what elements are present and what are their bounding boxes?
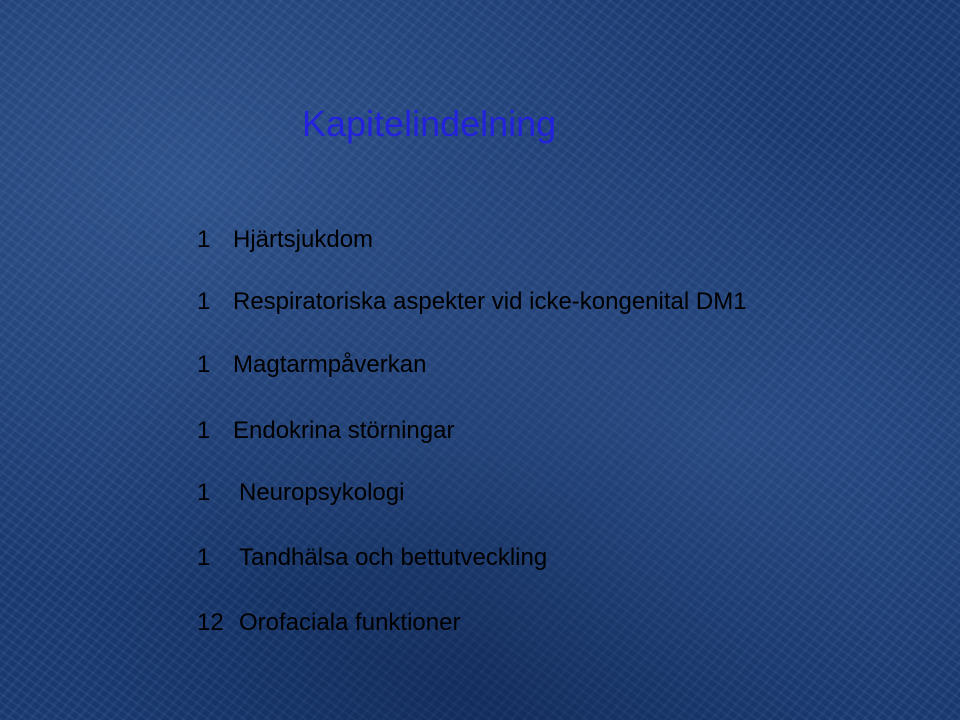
chapter-item [197,608,460,638]
chapter-label: Neuropsykologi [239,479,405,506]
chapter-number: 1 [197,351,211,378]
chapter-number: 1 [197,288,211,315]
chapter-label: Hjärtsjukdom [233,226,374,253]
chapter-item [197,287,747,317]
chapter-number: 12 [197,609,224,636]
chapter-label: Magtarmpåverkan [233,351,427,378]
chapter-label: Tandhälsa och bettutveckling [239,544,548,571]
chapter-number: 1 [197,479,211,506]
slide-title: Kapitelindelning [302,103,557,144]
chapter-label: Respiratoriska aspekter vid icke-kongenital DM1 [233,288,747,315]
chapter-number: 1 [197,544,211,571]
chapter-number: 1 [197,226,211,253]
chapter-label: Orofaciala funktioner [239,609,461,636]
chapter-number: 1 [197,417,211,444]
chapter-label: Endokrina störningar [233,417,455,444]
chapter-item [197,416,454,446]
chapter-item [197,478,404,508]
chapter-item [197,543,547,573]
chapter-item [197,225,373,255]
chapter-item [197,350,426,380]
